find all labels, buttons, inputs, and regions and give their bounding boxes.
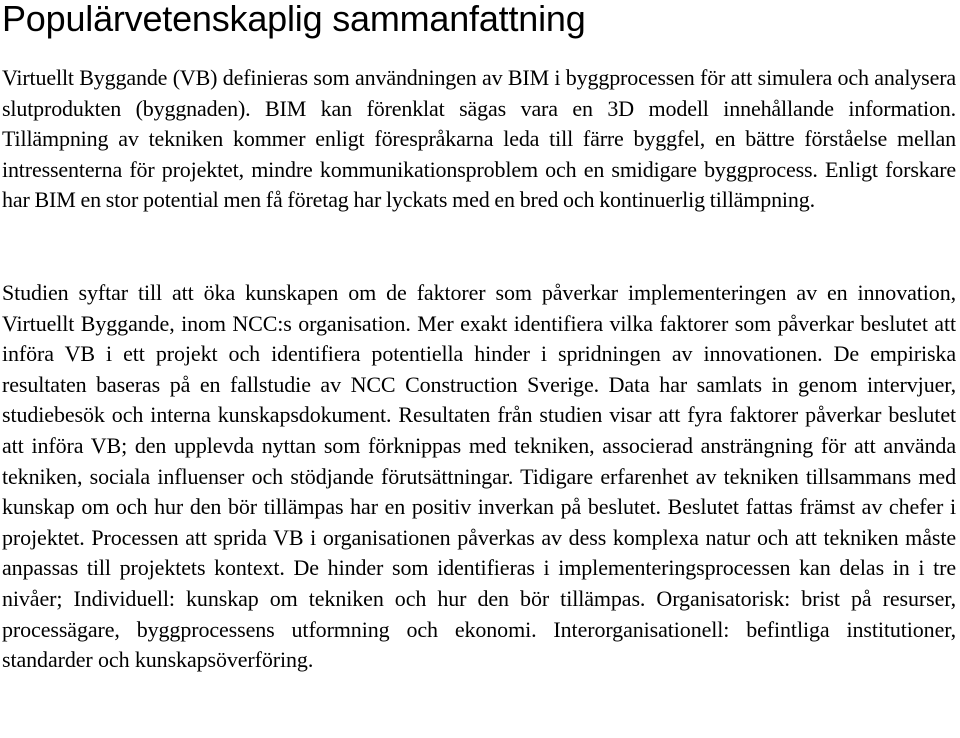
summary-paragraph-2: Studien syftar till att öka kunskapen om de faktorer som påverkar implementeringen av en innovation, Virtuellt Byggande, inom NCC:s organisation. Mer exakt identifiera vilka faktorer som påverkar beslutet att införa VB i ett projekt och identifiera potentiella hinder i spridningen av innovationen. De empiriska resultaten baseras på en fallstudie av NCC Construction Sverige. Data har samlats in genom intervjuer, studiebesök och interna kunskapsdokument. Resultaten från studien visar att fyra faktorer påverkar beslutet att införa VB; den upplevda nyttan som förknippas med tekniken, associerad ansträngning för att använda tekniken, sociala influenser och stödjande förutsättningar. Tidigare erfarenhet av tekniken tillsammans med kunskap om och hur den bör tillämpas har en positiv inverkan på beslutet. Beslutet fattas främst av chefer i projektet. Processen att sprida VB i organisationen påverkas av dess komplexa natur och att tekniken måste anpassas till projektets kontext. De hinder som identifieras i implementeringsprocessen kan delas in i tre nivåer; Individuell: kunskap om tekniken och hur den bör tillämpas. Organisatorisk: brist på resurser, processägare, byggprocessens utformning och ekonomi. Interorganisationell: befintliga institutioner, standarder och kunskapsöverföring.: [2, 280, 956, 673]
page-title: Populärvetenskaplig sammanfattning: [2, 0, 586, 39]
summary-paragraph-1: Virtuellt Byggande (VB) definieras som användningen av BIM i byggprocessen för att simulera och analysera slutprodukten (byggnaden). BIM kan förenklat sägas vara en 3D modell innehållande information. Tillämpning av tekniken kommer enligt förespråkarna leda till färre byggfel, en bättre förståelse mellan intressenterna för projektet, mindre kommunikationsproblem och en smidigare byggprocess. Enligt forskare har BIM en stor potential men få företag har lyckats med en bred och kontinuerlig tillämpning.: [2, 65, 956, 213]
